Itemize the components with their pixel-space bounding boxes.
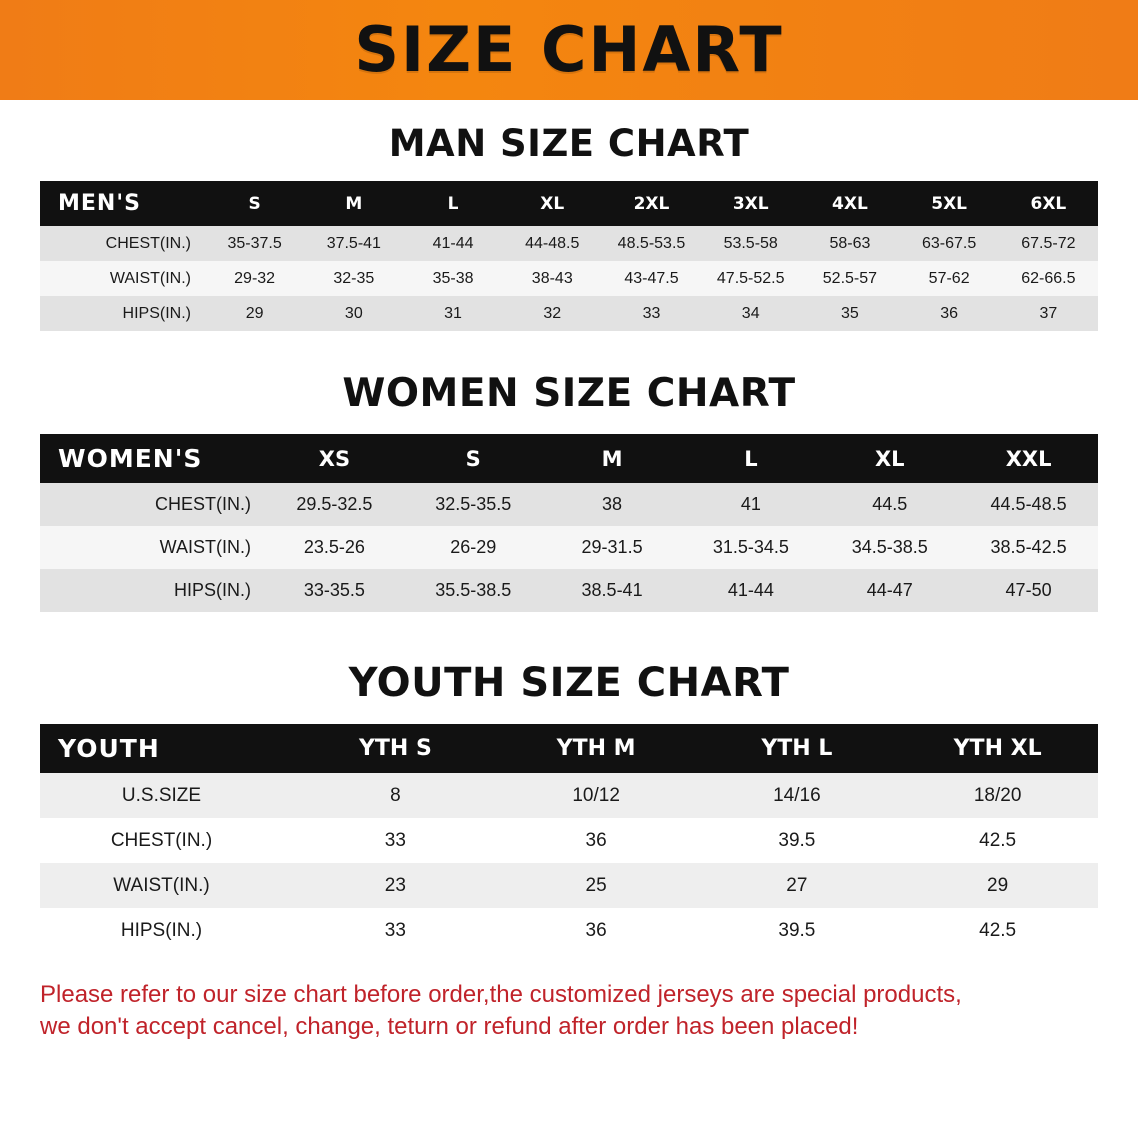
women-table-head xyxy=(40,434,1098,483)
women-header-label: WOMEN'S xyxy=(40,434,265,483)
cell: 35-38 xyxy=(403,261,502,296)
youth-header-s: YTH S xyxy=(295,724,496,773)
cell: 44.5 xyxy=(820,483,959,526)
cell: 31.5-34.5 xyxy=(681,526,820,569)
cell: 38.5-42.5 xyxy=(959,526,1098,569)
cell: 58-63 xyxy=(800,226,899,261)
women-header-xl: XL xyxy=(820,434,959,483)
table-row xyxy=(40,863,1098,908)
cell: 38-43 xyxy=(503,261,602,296)
table-row xyxy=(40,296,1098,331)
youth-section-title: YOUTH SIZE CHART xyxy=(348,660,790,706)
cell: 33-35.5 xyxy=(265,569,404,612)
cell: 18/20 xyxy=(897,773,1098,818)
cell: 32.5-35.5 xyxy=(404,483,543,526)
cell: 31 xyxy=(403,296,502,331)
man-header-3xl: 3XL xyxy=(701,181,800,226)
cell: 37 xyxy=(999,296,1098,331)
women-header-xxl: XXL xyxy=(959,434,1098,483)
women-section-title: WOMEN SIZE CHART xyxy=(342,371,796,416)
table-header-row xyxy=(40,724,1098,773)
banner xyxy=(0,0,1138,100)
cell: 67.5-72 xyxy=(999,226,1098,261)
cell: 42.5 xyxy=(897,908,1098,953)
cell: 52.5-57 xyxy=(800,261,899,296)
women-table-wrap xyxy=(0,434,1138,612)
man-header-m: M xyxy=(304,181,403,226)
cell: 44-48.5 xyxy=(503,226,602,261)
cell: 38.5-41 xyxy=(543,569,682,612)
man-table-head xyxy=(40,181,1098,226)
cell: 29 xyxy=(205,296,304,331)
cell: 30 xyxy=(304,296,403,331)
table-row xyxy=(40,261,1098,296)
youth-size-table xyxy=(40,724,1098,953)
man-header-xl: XL xyxy=(503,181,602,226)
youth-header-m: YTH M xyxy=(496,724,697,773)
row-label: WAIST(IN.) xyxy=(40,863,295,908)
man-header-2xl: 2XL xyxy=(602,181,701,226)
cell: 47.5-52.5 xyxy=(701,261,800,296)
women-header-m: M xyxy=(543,434,682,483)
man-header-6xl: 6XL xyxy=(999,181,1098,226)
cell: 39.5 xyxy=(697,818,898,863)
cell: 36 xyxy=(900,296,999,331)
cell: 8 xyxy=(295,773,496,818)
women-table-body xyxy=(40,483,1098,612)
row-label: WAIST(IN.) xyxy=(40,261,205,296)
table-row xyxy=(40,226,1098,261)
women-size-table xyxy=(40,434,1098,612)
cell: 29-31.5 xyxy=(543,526,682,569)
cell: 29-32 xyxy=(205,261,304,296)
youth-header-label: YOUTH xyxy=(40,724,295,773)
women-header-l: L xyxy=(681,434,820,483)
cell: 41-44 xyxy=(681,569,820,612)
table-row xyxy=(40,526,1098,569)
row-label: HIPS(IN.) xyxy=(40,908,295,953)
table-header-row xyxy=(40,434,1098,483)
cell: 63-67.5 xyxy=(900,226,999,261)
cell: 35-37.5 xyxy=(205,226,304,261)
man-table-wrap xyxy=(0,181,1138,331)
man-table-body xyxy=(40,226,1098,331)
cell: 38 xyxy=(543,483,682,526)
cell: 36 xyxy=(496,818,697,863)
cell: 33 xyxy=(295,908,496,953)
youth-table-head xyxy=(40,724,1098,773)
cell: 23.5-26 xyxy=(265,526,404,569)
cell: 39.5 xyxy=(697,908,898,953)
row-label: WAIST(IN.) xyxy=(40,526,265,569)
cell: 33 xyxy=(602,296,701,331)
cell: 35.5-38.5 xyxy=(404,569,543,612)
table-row xyxy=(40,818,1098,863)
cell: 43-47.5 xyxy=(602,261,701,296)
cell: 37.5-41 xyxy=(304,226,403,261)
cell: 25 xyxy=(496,863,697,908)
youth-header-xl: YTH XL xyxy=(897,724,1098,773)
cell: 34.5-38.5 xyxy=(820,526,959,569)
cell: 44.5-48.5 xyxy=(959,483,1098,526)
cell: 41 xyxy=(681,483,820,526)
man-header-label: MEN'S xyxy=(40,181,205,226)
cell: 47-50 xyxy=(959,569,1098,612)
cell: 34 xyxy=(701,296,800,331)
disclaimer-line-1: Please refer to our size chart before order,the customized jerseys are special products, xyxy=(40,981,962,1008)
cell: 35 xyxy=(800,296,899,331)
man-header-s: S xyxy=(205,181,304,226)
man-section-title: MAN SIZE CHART xyxy=(388,122,750,165)
cell: 33 xyxy=(295,818,496,863)
youth-header-l: YTH L xyxy=(697,724,898,773)
man-header-4xl: 4XL xyxy=(800,181,899,226)
cell: 23 xyxy=(295,863,496,908)
man-size-table xyxy=(40,181,1098,331)
row-label: HIPS(IN.) xyxy=(40,296,205,331)
cell: 32 xyxy=(503,296,602,331)
man-header-5xl: 5XL xyxy=(900,181,999,226)
table-row xyxy=(40,773,1098,818)
women-header-s: S xyxy=(404,434,543,483)
table-row xyxy=(40,908,1098,953)
cell: 29.5-32.5 xyxy=(265,483,404,526)
cell: 27 xyxy=(697,863,898,908)
women-header-xs: XS xyxy=(265,434,404,483)
disclaimer-line-2: we don't accept cancel, change, teturn or refund after order has been placed! xyxy=(40,1013,859,1041)
youth-table-wrap xyxy=(0,724,1138,953)
banner-title: SIZE CHART xyxy=(354,13,784,86)
table-row xyxy=(40,483,1098,526)
disclaimer-note xyxy=(40,979,1098,1044)
cell: 42.5 xyxy=(897,818,1098,863)
row-label: CHEST(IN.) xyxy=(40,818,295,863)
cell: 29 xyxy=(897,863,1098,908)
cell: 41-44 xyxy=(403,226,502,261)
youth-table-body xyxy=(40,773,1098,953)
cell: 32-35 xyxy=(304,261,403,296)
cell: 26-29 xyxy=(404,526,543,569)
table-header-row xyxy=(40,181,1098,226)
row-label: HIPS(IN.) xyxy=(40,569,265,612)
cell: 48.5-53.5 xyxy=(602,226,701,261)
row-label: CHEST(IN.) xyxy=(40,483,265,526)
cell: 10/12 xyxy=(496,773,697,818)
cell: 53.5-58 xyxy=(701,226,800,261)
cell: 62-66.5 xyxy=(999,261,1098,296)
row-label: U.S.SIZE xyxy=(40,773,295,818)
cell: 14/16 xyxy=(697,773,898,818)
cell: 57-62 xyxy=(900,261,999,296)
table-row xyxy=(40,569,1098,612)
cell: 36 xyxy=(496,908,697,953)
row-label: CHEST(IN.) xyxy=(40,226,205,261)
cell: 44-47 xyxy=(820,569,959,612)
man-header-l: L xyxy=(403,181,502,226)
